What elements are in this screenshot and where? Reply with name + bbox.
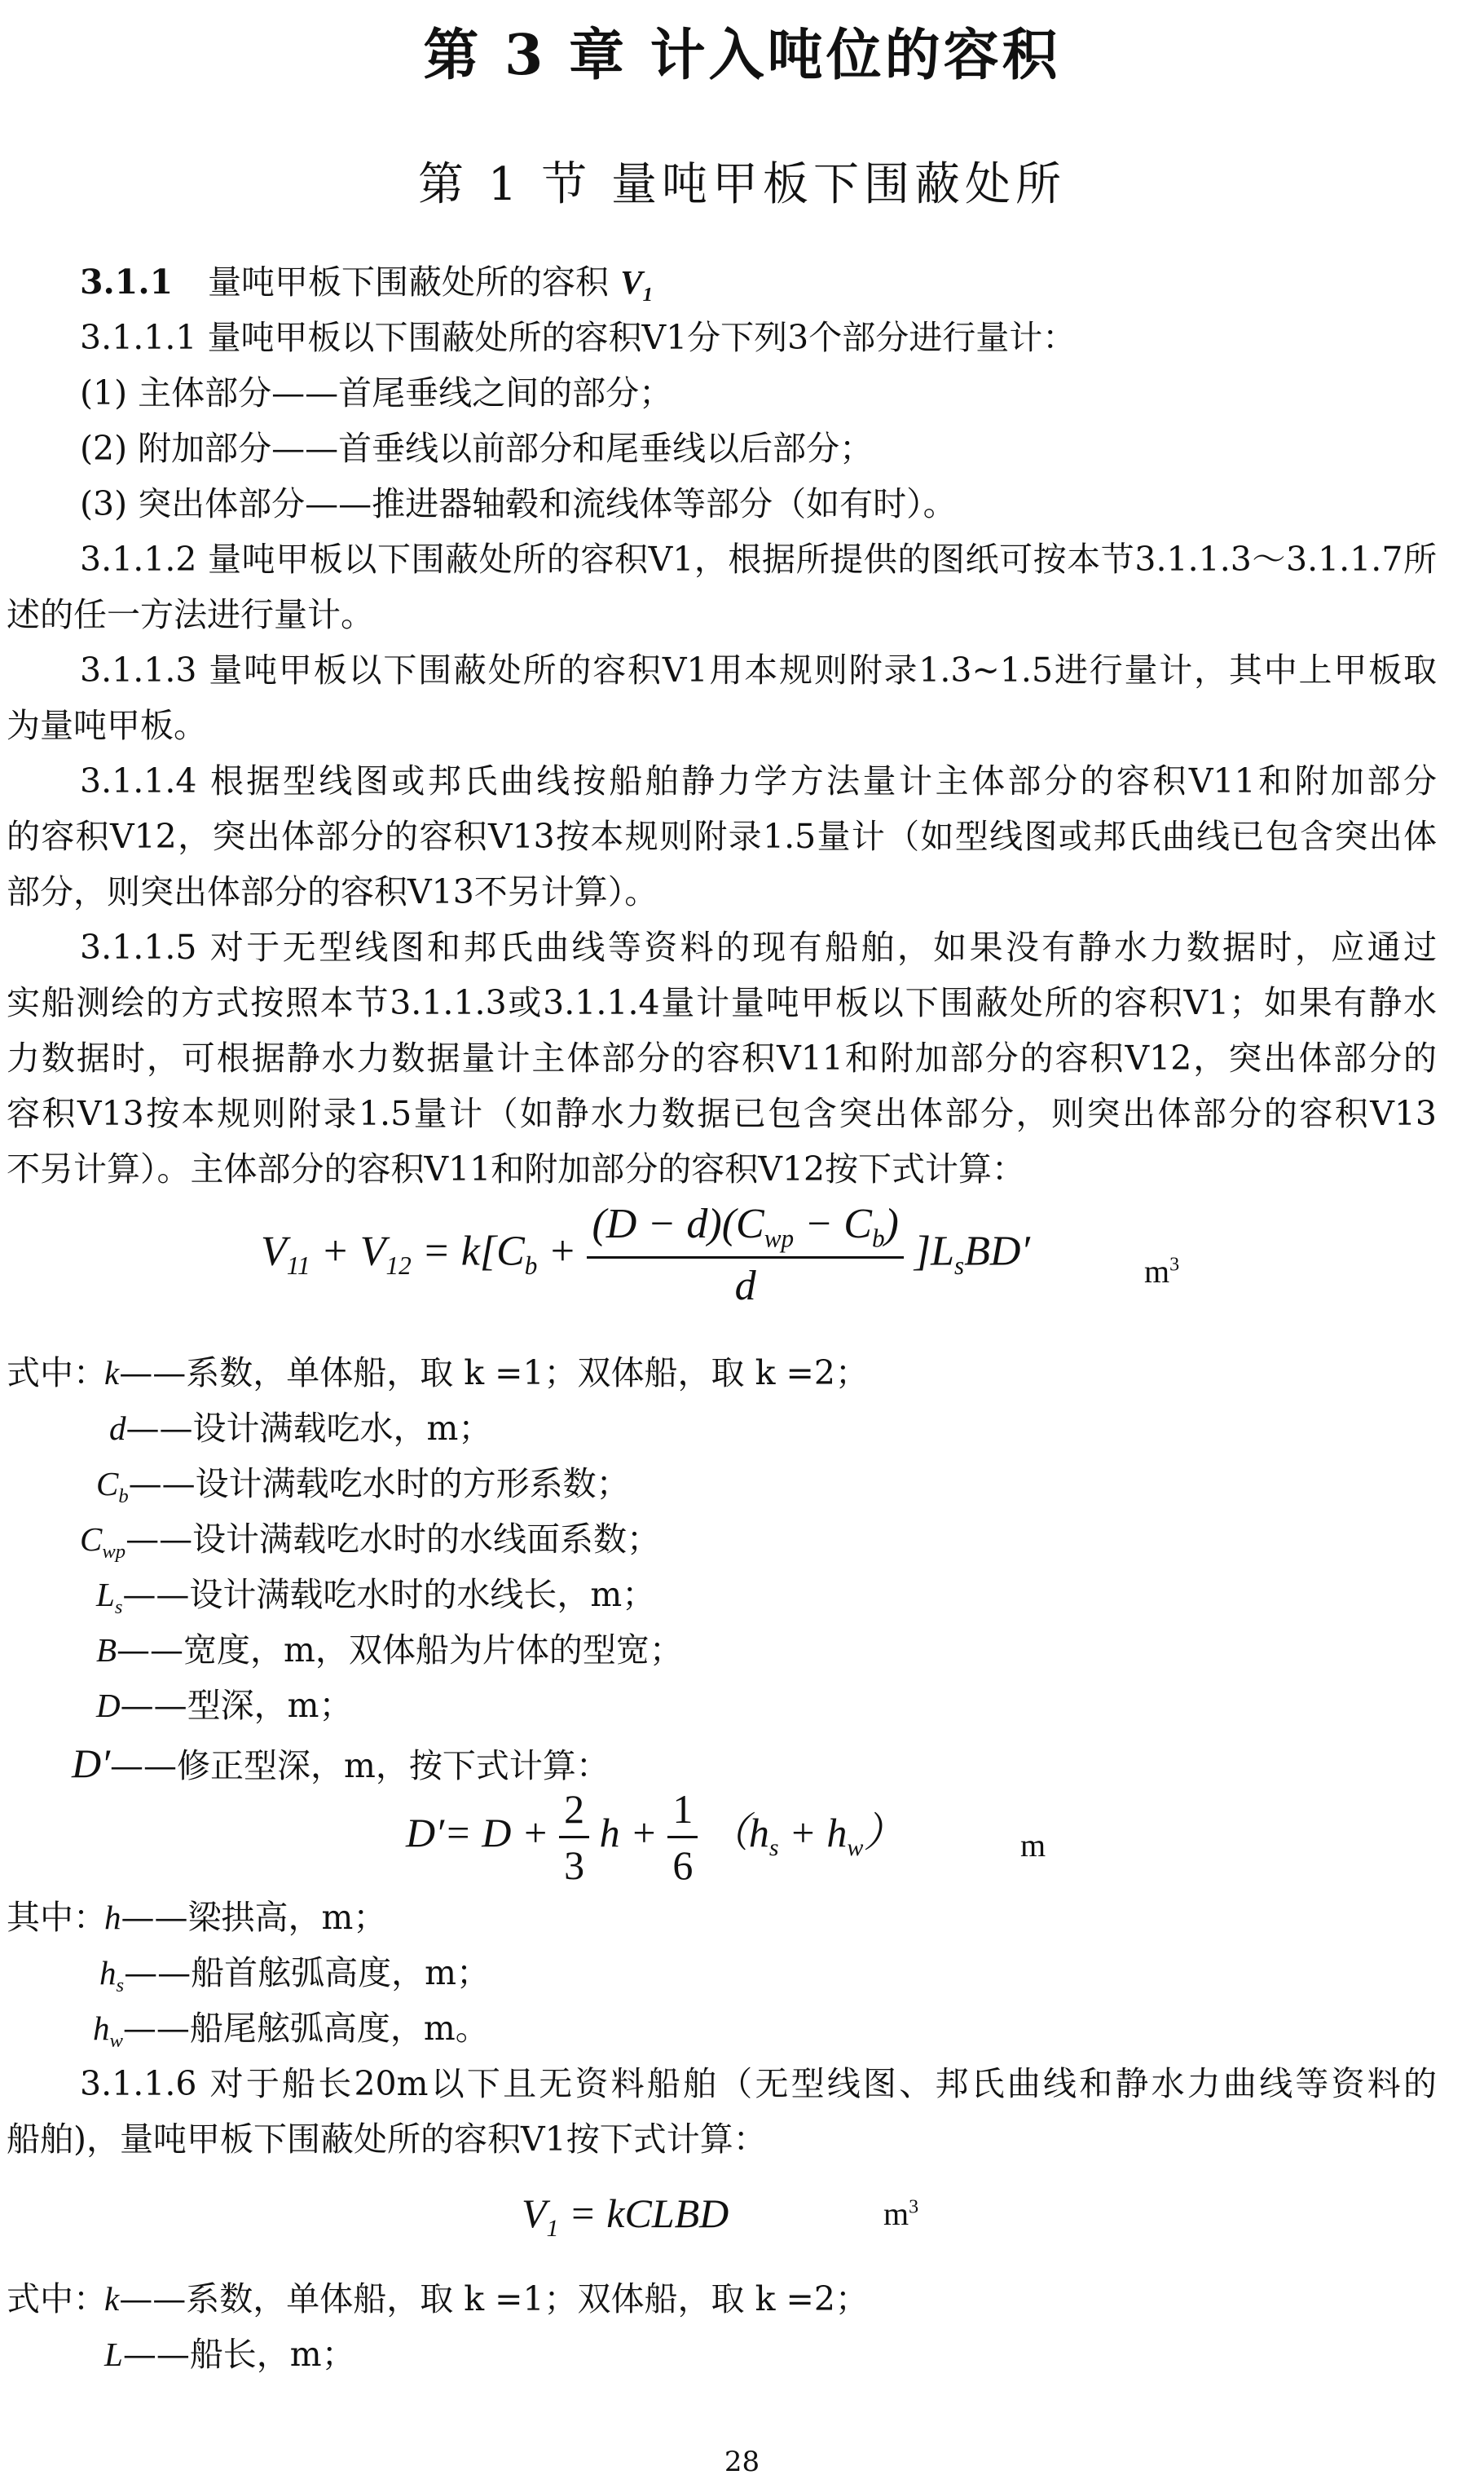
definition-item: $L_s——$设计满载吃水时的水线长，m； [96,1575,656,1619]
paragraph-3-1-1-2-line: 3.1.1.2 量吨甲板以下围蔽处所的容积V1，根据所提供的图纸可按本节3.1.1.3～3.1.1.7所 [80,540,1437,579]
page-number: 28 [724,2446,760,2478]
definition-item: k——系数，单体船，取 k =1；双体船，取 k =2； [104,2279,869,2318]
heading-number: 3.1.1 [80,262,174,302]
paragraph-3-1-1-5-line: 实船测绘的方式按照本节3.1.1.3或3.1.1.4量计量吨甲板以下围蔽处所的容积V1；如果有静水 [7,983,1437,1022]
paragraph-3-1-1-5-line: 不另计算）。主体部分的容积V11和附加部分的容积V12按下式计算： [7,1149,1026,1189]
formula-fraction: $\frac{2}{3}$ [559,1785,589,1889]
definition-item: $C_b——$设计满载吃水时的方形系数； [96,1464,630,1508]
paragraph-3-1-1-6-line: 船舶)，量吨甲板下围蔽处所的容积V1按下式计算： [7,2120,767,2159]
definition-intro: 式中： [7,2279,107,2318]
definition-item: $h_s——$船首舷弧高度，m； [99,1953,490,1997]
definition-item: D′——修正型深，m，按下式计算： [72,1740,610,1786]
chapter-title: 第 3 章 计入吨位的容积 [423,23,1061,88]
definition-intro: 其中： [7,1898,107,1937]
formula-fraction: $\frac{(D - d)(C_{wp} - C_b)}{d}$ [587,1200,903,1310]
paragraph-3-1-1-6-line: 3.1.1.6 对于船长20m以下且无资料船舶（无型线图、邦氏曲线和静水力曲线等资料的 [80,2064,1437,2103]
paragraph-3-1-1-5-line: 3.1.1.5 对于无型线图和邦氏曲线等资料的现有船舶，如果没有静水力数据时，应通过 [80,928,1437,967]
formula-fraction: $\frac{1}{6}$ [667,1785,698,1889]
paragraph-3-1-1-4-line: 部分，则突出体部分的容积V13不另计算）。 [7,872,658,911]
formula-d-prime: D′= D + $\frac{2}{3}$ h + $\frac{1}{6}$ $(h_s + h_w)$ [406,1786,905,1888]
section-title: 第 1 节 量吨甲板下围蔽处所 [417,158,1067,211]
definition-item: $h_w——$船尾舷弧高度，m。 [93,2009,489,2053]
paragraph-3-1-1-1: 3.1.1.1 量吨甲板以下围蔽处所的容积V1分下列3个部分进行量计： [80,318,1077,357]
list-item: (1) 主体部分——首尾垂线之间的部分； [80,373,673,412]
definition-item: $C_{wp}——$设计满载吃水时的水线面系数； [80,1520,661,1564]
paragraph-3-1-1-5-line: 容积V13按本规则附录1.5量计（如静水力数据已包含突出体部分，则突出体部分的容积V13 [7,1094,1437,1133]
formula-unit: $m^3$ [1144,1253,1180,1290]
paragraph-3-1-1-3-line: 为量吨甲板。 [7,706,207,745]
heading-3-1-1 [80,262,653,307]
formula-v11-v12: $V_{11} + V_{12} = k[C_b$ + $\frac{(D - d)(C_{wp} - C_b)}{d}$ ]$L_sBD'$ [261,1201,1030,1310]
formula-unit: m [1020,1827,1046,1864]
definition-item: B——宽度，m，双体船为片体的型宽； [96,1630,683,1670]
paragraph-3-1-1-2-line: 述的任一方法进行量计。 [7,595,374,634]
formula-unit: $m^3$ [883,2195,919,2232]
formula-v1: $V_1$ = kCLBD [522,2190,729,2242]
heading-text: 量吨甲板下围蔽处所的容积 [207,262,609,302]
definition-intro: 式中： [7,1353,107,1392]
paragraph-3-1-1-3-line: 3.1.1.3 量吨甲板以下围蔽处所的容积V1用本规则附录1.3~1.5进行量计，其中上甲板取 [80,651,1437,690]
definition-item: d——设计满载吃水，m； [109,1409,492,1448]
definition-item: k——系数，单体船，取 k =1；双体船，取 k =2； [104,1353,869,1392]
paragraph-3-1-1-4-line: 的容积V12，突出体部分的容积V13按本规则附录1.5量计（如型线图或邦氏曲线已包含突出体 [7,817,1437,856]
list-item: (3) 突出体部分——推进器轴毂和流线体等部分（如有时）。 [80,484,957,523]
definition-item: D——型深，m； [96,1686,353,1725]
list-item: (2) 附加部分——首垂线以前部分和尾垂线以后部分； [80,429,874,468]
paragraph-3-1-1-5-line: 力数据时，可根据静水力数据量计主体部分的容积V11和附加部分的容积V12，突出体部分的 [7,1039,1437,1078]
heading-symbol: $V_1$ [620,263,653,307]
definition-item: h——梁拱高，m； [104,1898,387,1937]
definition-item: L——船长，m； [104,2335,355,2374]
paragraph-3-1-1-4-line: 3.1.1.4 根据型线图或邦氏曲线按船舶静力学方法量计主体部分的容积V11和附加部分 [80,761,1437,801]
